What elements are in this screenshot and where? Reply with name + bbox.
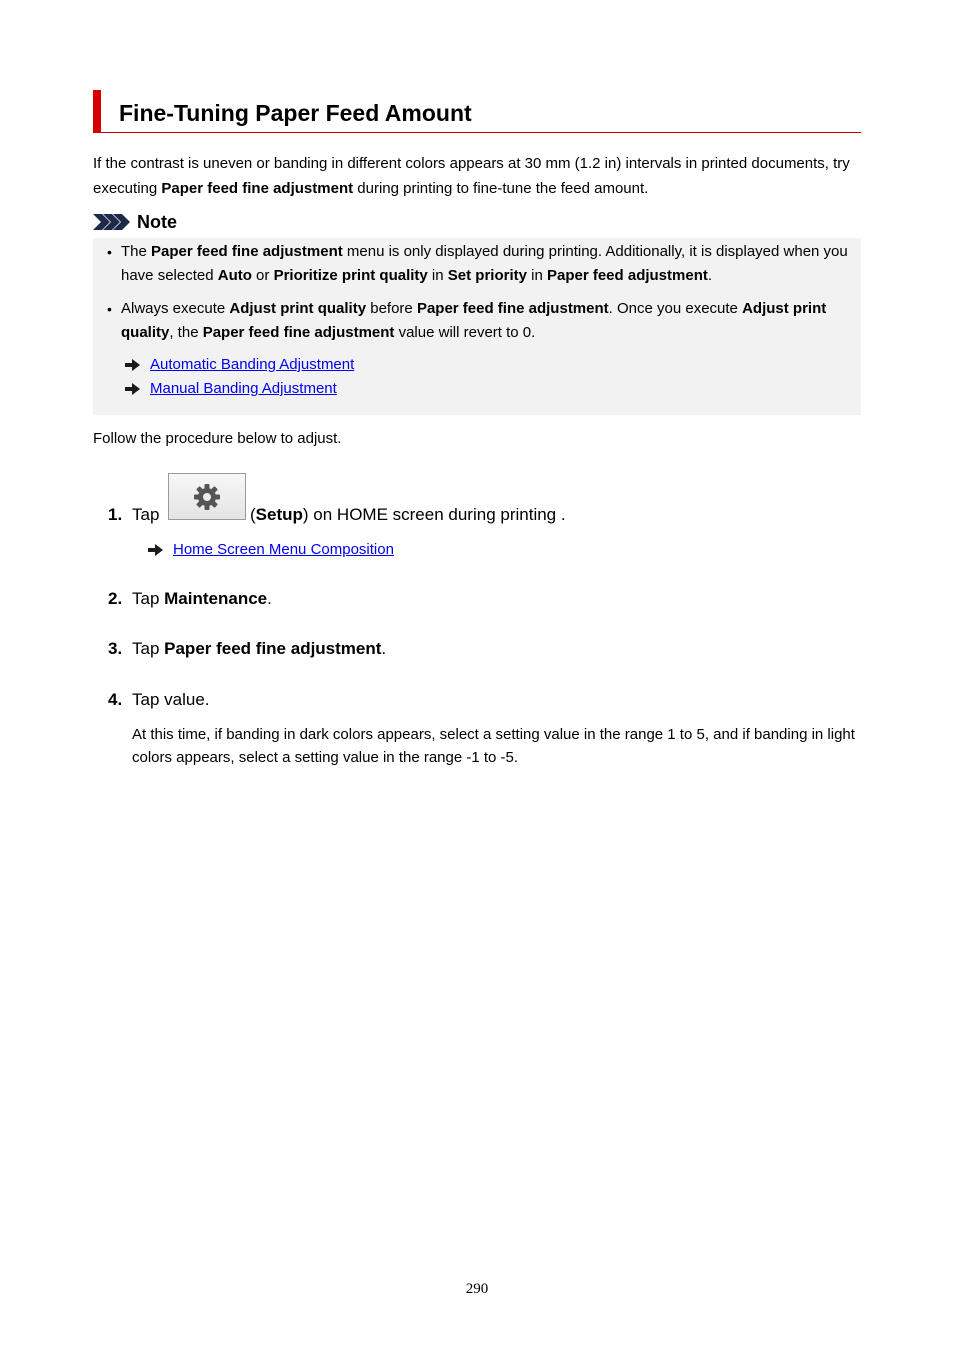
note-arrows-icon [93, 214, 131, 230]
related-link-row [148, 538, 394, 562]
step-2-text: Tap Maintenance. [132, 589, 272, 608]
link-home-screen-menu-composition[interactable]: Home Screen Menu Composition [173, 541, 394, 558]
note-label: Note [137, 211, 177, 232]
gear-icon [192, 482, 222, 512]
step-number: 3. [108, 639, 123, 658]
intro-paragraph: If the contrast is uneven or banding in different colors appears at 30 mm (1.2 in) intervals in printed documents, try executing Paper feed fine adjustment during printing to fine-tune the feed amount. [93, 155, 850, 197]
step-number: 1. [108, 505, 123, 524]
related-link-row [125, 377, 337, 401]
link-manual-banding-adjustment[interactable]: Manual Banding Adjustment [150, 380, 337, 397]
page-title-bar [93, 90, 861, 133]
related-link-row [125, 353, 354, 377]
note-item: Always execute Adjust print quality before Paper feed fine adjustment. Once you execute Adjust print quality, the Paper feed fine adjustment value will revert to 0. [121, 300, 827, 341]
step-4-text: Tap value. [132, 690, 210, 709]
title-accent-bar [93, 90, 101, 133]
step-1-text: (Setup) on HOME screen during printing . [250, 505, 566, 524]
bullet-icon: • [107, 244, 112, 260]
page-number: 290 [465, 1281, 489, 1297]
link-automatic-banding-adjustment[interactable]: Automatic Banding Adjustment [150, 356, 355, 373]
step-number: 2. [108, 589, 123, 608]
note-item: The Paper feed fine adjustment menu is only displayed during printing. Additionally, it is displayed when you have selected Auto or Prioritize print quality in Set priority in Paper feed adjustment. [121, 243, 848, 284]
arrow-right-icon [148, 544, 163, 556]
page-title: Fine-Tuning Paper Feed Amount [119, 100, 472, 126]
step-3-text: Tap Paper feed fine adjustment. [132, 639, 387, 658]
setup-button[interactable] [168, 473, 246, 520]
note-box [93, 238, 861, 415]
arrow-right-icon [125, 359, 140, 371]
step-number: 4. [108, 690, 123, 709]
step-4-detail: At this time, if banding in dark colors appears, select a setting value in the range 1 to 5, and if banding in light colors appears, select a setting value in the range -1 to -5. [132, 726, 855, 766]
follow-text: Follow the procedure below to adjust. [93, 430, 342, 447]
arrow-right-icon [125, 383, 140, 395]
note-header [93, 210, 177, 234]
bullet-icon: • [107, 301, 112, 317]
step-1-text-tap: Tap [132, 505, 160, 524]
